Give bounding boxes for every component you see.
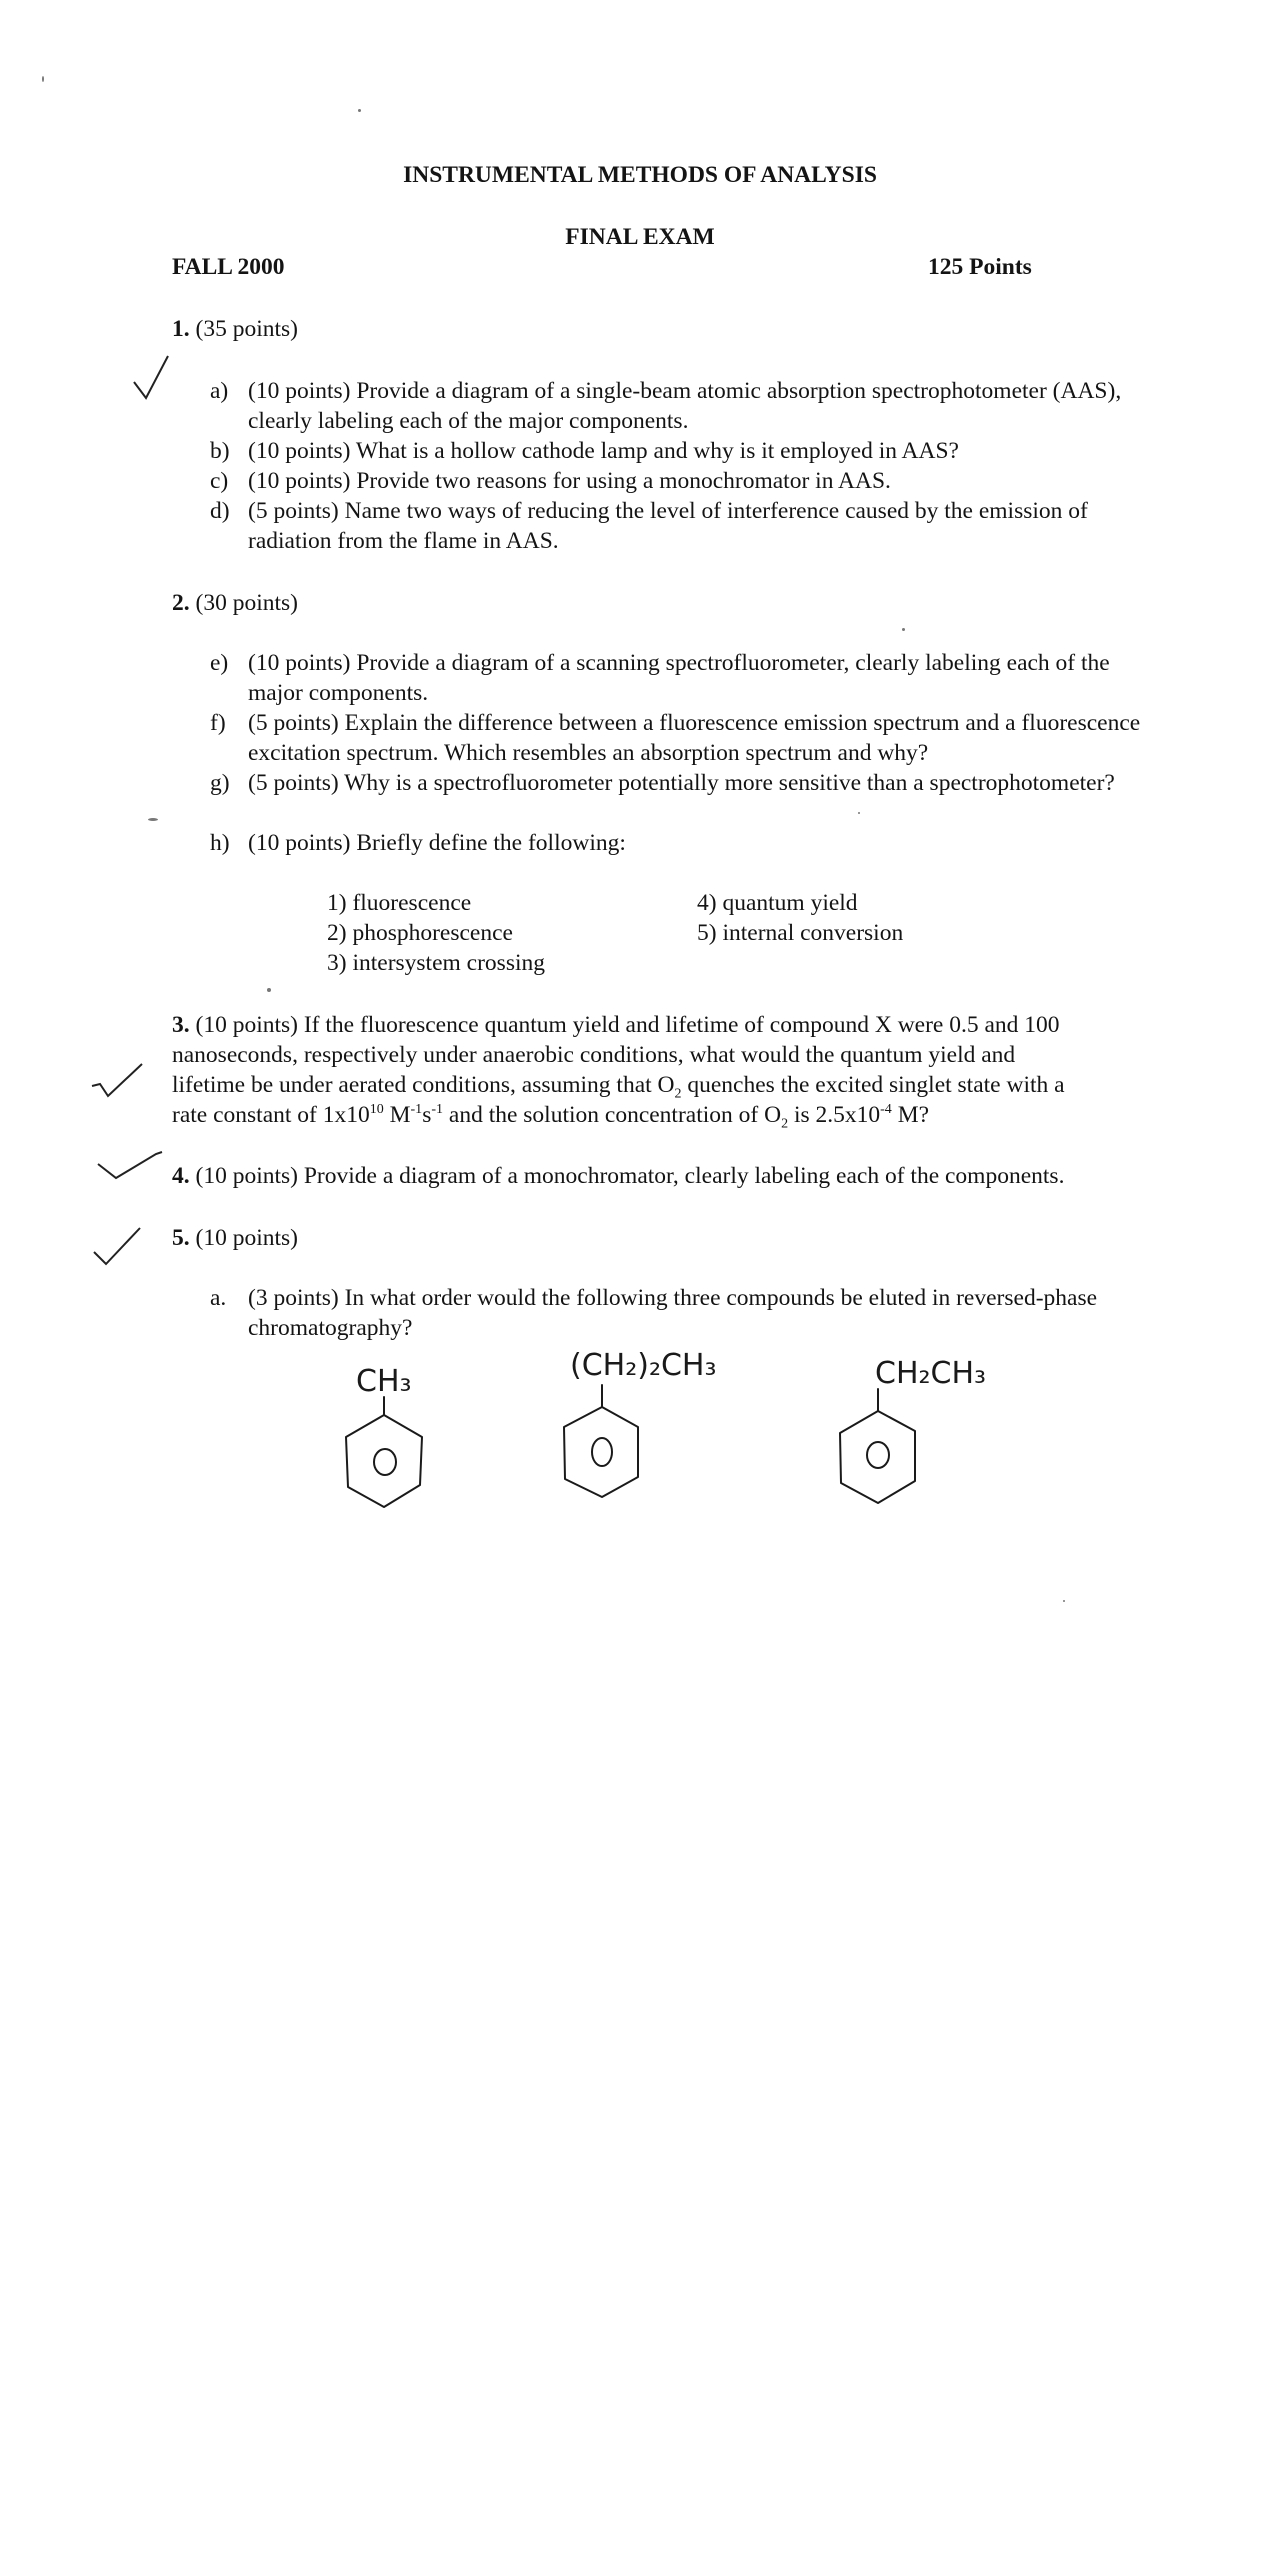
part-label: h)	[210, 830, 230, 856]
question-text: (10 points) Provide a diagram of a monochromator, clearly labeling each of the components.	[195, 1163, 1065, 1189]
part-label: c)	[210, 468, 229, 494]
question-1d	[210, 496, 1170, 556]
question-number: 2.	[172, 590, 190, 616]
benzene-ring-2	[564, 1385, 638, 1497]
question-number: 4.	[172, 1163, 190, 1189]
question-2h	[210, 828, 1170, 858]
total-points: 125 Points	[928, 254, 1032, 280]
question-number: 3.	[172, 1012, 190, 1038]
part-label: a)	[210, 378, 229, 404]
check-mark-icon	[96, 1148, 166, 1188]
part-text: (10 points) What is a hollow cathode lamp and why is it employed in AAS?	[248, 438, 959, 464]
check-mark-icon	[128, 350, 178, 410]
q3-line-1: (10 points) If the fluorescence quantum yield and lifetime of compound X were 0.5 and 100	[195, 1012, 1060, 1038]
q3-line-3: lifetime be under aerated conditions, assuming that $O_2$ quenches the excited singlet state with a	[172, 1072, 1065, 1102]
question-1c	[210, 466, 1170, 496]
part-label: g)	[210, 770, 230, 796]
compound-1-label: CH₃	[356, 1364, 412, 1399]
question-4	[172, 1161, 1064, 1191]
question-points: (30 points)	[195, 590, 298, 616]
question-2-heading	[172, 588, 298, 618]
part-text: (3 points) In what order would the following three compounds be eluted in reversed-phase chromatography?	[248, 1285, 1098, 1341]
part-label: f)	[210, 710, 226, 736]
question-1-heading	[172, 314, 298, 344]
part-text: (10 points) Briefly define the following:	[248, 830, 626, 856]
part-text: (5 points) Name two ways of reducing the level of interference caused by the emission of radiation from the flame in AAS.	[248, 498, 1088, 554]
question-1b	[210, 436, 1170, 466]
compound-structures	[300, 1345, 1100, 1530]
question-points: (35 points)	[195, 316, 298, 342]
question-number: 5.	[172, 1225, 190, 1251]
question-3	[172, 1010, 1172, 1130]
q3-line-4: rate constant of $1x10^{10}$ $M^{-1}s^{-1}$ and the solution concentration of $O_2$ is $2.5x10^{-4}$ M?	[172, 1102, 930, 1132]
question-2e	[210, 648, 1170, 708]
part-text: (10 points) Provide a diagram of a single-beam atomic absorption spectrophotometer (AAS), clearly labeling each of the major components.	[248, 378, 1122, 434]
part-label: a.	[210, 1285, 227, 1311]
question-1a	[210, 376, 1170, 436]
part-text: (5 points) Why is a spectrofluorometer potentially more sensitive than a spectrophotometer?	[248, 770, 1115, 796]
part-label: e)	[210, 650, 229, 676]
part-text: (5 points) Explain the difference between a fluorescence emission spectrum and a fluorescence excitation spectrum. Which resembles an absorption spectrum and why?	[248, 710, 1141, 766]
compound-2-label: (CH₂)₂CH₃	[570, 1348, 717, 1383]
question-points: (10 points)	[195, 1225, 298, 1251]
part-label: b)	[210, 438, 230, 464]
exam-term: FALL 2000	[172, 254, 285, 280]
term-2: 2) phosphorescence	[327, 920, 513, 946]
benzene-ring-3	[840, 1389, 915, 1503]
question-5a	[210, 1283, 1130, 1343]
part-text: (10 points) Provide two reasons for using a monochromator in AAS.	[248, 468, 891, 494]
question-number: 1.	[172, 316, 190, 342]
compound-3-label: CH₂CH₃	[875, 1356, 987, 1391]
part-label: d)	[210, 498, 230, 524]
check-mark-icon	[92, 1222, 152, 1272]
course-title: INSTRUMENTAL METHODS OF ANALYSIS	[403, 162, 877, 188]
term-4: 4) quantum yield	[697, 890, 858, 916]
question-5-heading	[172, 1223, 298, 1253]
check-mark-icon	[90, 1060, 150, 1105]
question-2g	[210, 768, 1170, 798]
term-5: 5) internal conversion	[697, 920, 904, 946]
benzene-ring-1	[346, 1397, 422, 1507]
term-1: 1) fluorescence	[327, 890, 472, 916]
question-2f	[210, 708, 1170, 768]
part-text: (10 points) Provide a diagram of a scanning spectrofluorometer, clearly labeling each of the major components.	[248, 650, 1110, 706]
term-3: 3) intersystem crossing	[327, 950, 545, 976]
exam-title: FINAL EXAM	[565, 224, 715, 250]
q3-line-2: nanoseconds, respectively under anaerobic conditions, what would the quantum yield and	[172, 1042, 1016, 1068]
